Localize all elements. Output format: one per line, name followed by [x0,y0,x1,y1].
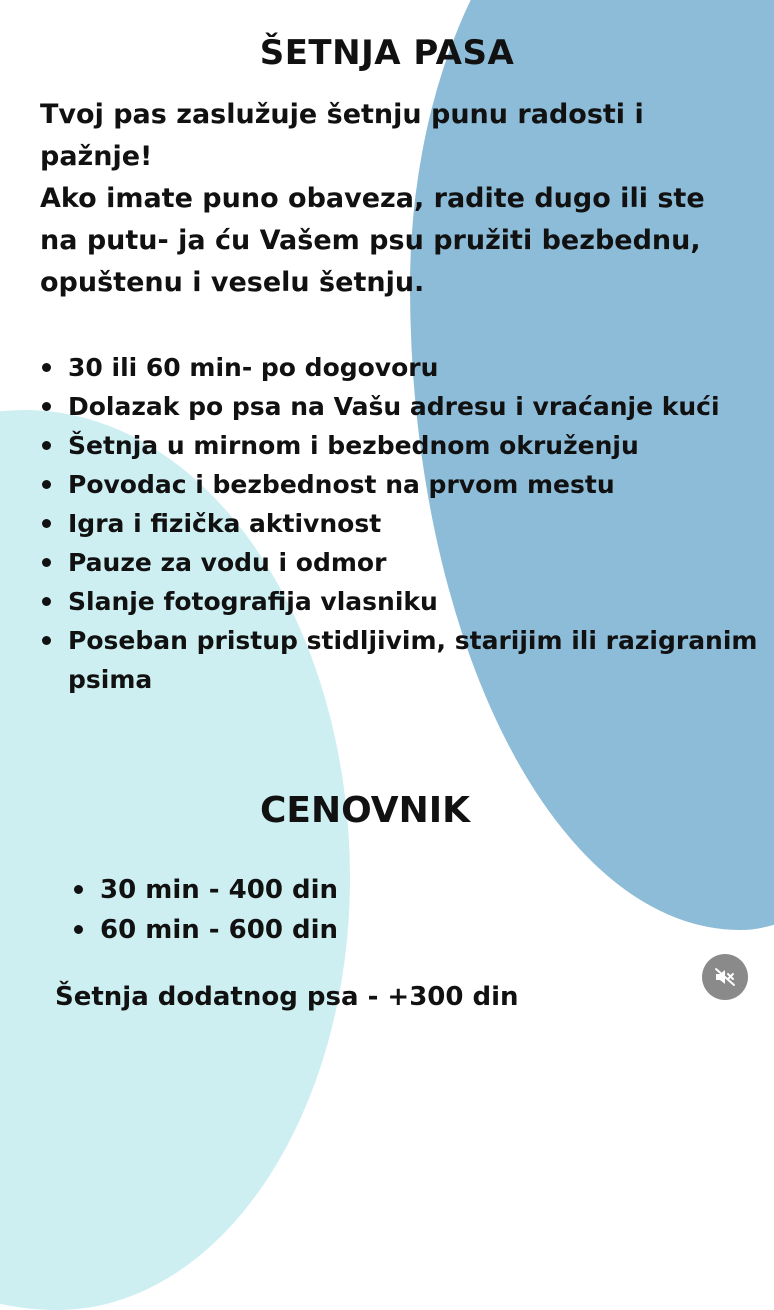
bullet-icon [42,636,51,645]
list-item-text: Pauze za vodu i odmor [68,548,387,577]
list-item-text: Šetnja u mirnom i bezbednom okruženju [68,431,639,460]
list-item-text: Povodac i bezbednost na prvom mestu [68,470,615,499]
bullet-icon [42,558,51,567]
pricing-title: CENOVNIK [259,790,471,831]
list-item [40,543,760,582]
bullet-icon [42,402,51,411]
list-item [40,348,760,387]
list-item [40,621,760,699]
price-item-text: 30 min - 400 din [100,875,338,905]
speaker-muted-icon [713,965,737,989]
extra-dog-price: Šetnja dodatnog psa - +300 din [55,982,519,1012]
price-item [72,870,338,910]
features-list [40,348,760,699]
list-item-text: Dolazak po psa na Vašu adresu i vraćanje kući [68,392,720,421]
list-item-text: Igra i fizička aktivnost [68,509,382,538]
list-item [40,387,760,426]
bullet-icon [42,597,51,606]
bullet-icon [42,480,51,489]
mute-button[interactable] [702,954,748,1000]
list-item [40,465,760,504]
list-item [40,582,760,621]
price-item-text: 60 min - 600 din [100,915,338,945]
intro-line-2: Ako imate puno obaveza, radite dugo ili ste na putu- ja ću Vašem psu pružiti bezbednu, opuštenu i veselu šetnju. [40,183,705,298]
intro-text [40,94,750,304]
price-item [72,910,338,950]
list-item [40,504,760,543]
intro-line-1: Tvoj pas zaslužuje šetnju punu radosti i pažnje! [40,99,644,172]
bullet-icon [42,441,51,450]
list-item [40,426,760,465]
list-item-text: 30 ili 60 min- po dogovoru [68,353,439,382]
list-item-text: Poseban pristup stidljivim, starijim ili razigranim psima [68,626,758,694]
bullet-icon [74,925,83,934]
bullet-icon [42,363,51,372]
bullet-icon [42,519,51,528]
price-list [72,870,338,950]
list-item-text: Slanje fotografija vlasniku [68,587,438,616]
bullet-icon [74,885,83,894]
page-title: ŠETNJA PASA [259,33,515,73]
